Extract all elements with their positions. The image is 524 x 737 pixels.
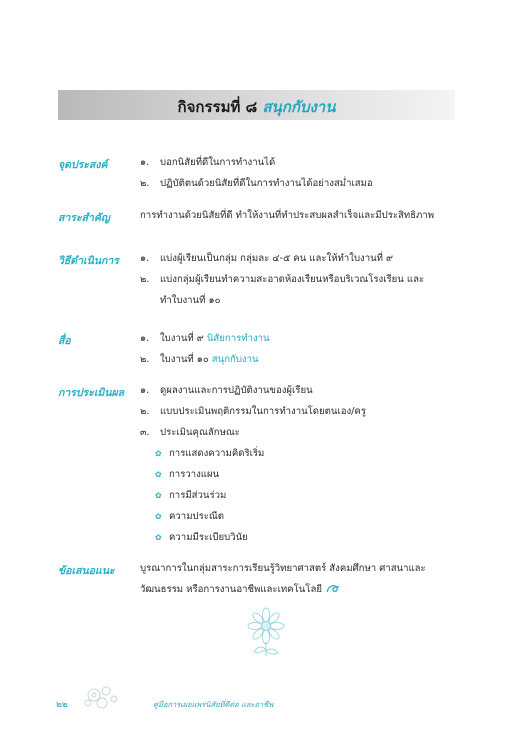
item-text: ใบงานที่ ๙: [160, 333, 204, 344]
flower-illustration: [243, 607, 289, 657]
objective-item: [140, 173, 468, 194]
item-number: ๑.: [140, 385, 150, 396]
media-item: [140, 349, 468, 370]
activity-title-prefix: กิจกรรมที่ ๘: [177, 98, 258, 116]
activity-title: [58, 95, 455, 119]
item-number: ๒.: [140, 354, 150, 365]
item-text: แบบประเมินพฤติกรรมในการทำงานโดยตนเอง/ครู: [160, 406, 366, 417]
objective-item: [140, 152, 468, 173]
bullet-text: การวางแผน: [169, 469, 220, 480]
procedure-item: [140, 248, 468, 269]
attribute-bullet: [140, 527, 468, 548]
suggestion-label: ข้อเสนอแนะ: [58, 565, 115, 577]
media-label: สื่อ: [58, 335, 71, 347]
item-text: ประเมินคุณลักษณะ: [160, 427, 240, 438]
evaluation-label: การประเมินผล: [58, 387, 125, 399]
item-text: ดูผลงานและการปฏิบัติงานของผู้เรียน: [160, 385, 313, 396]
suggestion-line: [140, 579, 468, 600]
essence-label: สาระสำคัญ: [58, 212, 110, 224]
bullet-text: การมีส่วนร่วม: [169, 490, 227, 501]
attribute-bullet: [140, 464, 468, 485]
item-text: แบ่งกลุ่มผู้เรียนทำความสะอาดห้องเรียนหรือบริเวณโรงเรียน และ: [160, 274, 425, 285]
swirl-icon: [325, 583, 341, 595]
item-number: ๒.: [140, 178, 150, 189]
suggestion-text: วัฒนธรรม หรือการงานอาชีพและเทคโนโลยี: [140, 584, 322, 595]
item-number: ๒.: [140, 406, 150, 417]
attribute-bullet: [140, 506, 468, 527]
procedure-label: วิธีดำเนินการ: [58, 255, 119, 267]
item-number: ๑.: [140, 253, 150, 264]
worksheet-title: นิสัยการทำงาน: [206, 333, 270, 344]
flower-bullet-icon: ✿: [155, 491, 162, 500]
item-text: แบ่งผู้เรียนเป็นกลุ่ม กลุ่มละ ๔-๕ คน และให้ทำใบงานที่ ๙: [160, 253, 394, 264]
evaluation-item: [140, 380, 468, 401]
flower-bullet-icon: ✿: [155, 470, 162, 479]
item-number: ๑.: [140, 157, 150, 168]
worksheet-title: สนุกกับงาน: [211, 354, 259, 365]
flower-bullet-icon: ✿: [155, 512, 162, 521]
bullet-text: ความประณีต: [169, 511, 225, 522]
evaluation-item: [140, 422, 468, 443]
media-item: [140, 328, 468, 349]
procedure-item: [140, 269, 468, 290]
title-banner: [58, 90, 455, 120]
item-number: ๑.: [140, 333, 150, 344]
procedure-continuation: ทำใบงานที่ ๑๐: [160, 295, 221, 306]
item-text: บอกนิสัยที่ดีในการทำงานได้: [160, 157, 276, 168]
item-text: ใบงานที่ ๑๐: [160, 354, 209, 365]
page-number: ๒๒: [56, 700, 68, 710]
evaluation-item: [140, 401, 468, 422]
footer-title: คู่มือการเผยแพร่นิสัยที่ดีต่อ และอาชีพ: [153, 700, 274, 709]
attribute-bullet: [140, 443, 468, 464]
activity-title-accent: สนุกกับงาน: [262, 98, 336, 116]
bullet-text: ความมีระเบียบวินัย: [169, 532, 248, 543]
objectives-label: จุดประสงค์: [58, 159, 108, 171]
bullet-text: การแสดงความคิดริเริ่ม: [169, 448, 265, 459]
item-text: ปฏิบัติตนด้วยนิสัยที่ดีในการทำงานได้อย่างสม่ำเสมอ: [160, 178, 373, 189]
item-number: ๒.: [140, 274, 150, 285]
essence-text: การทำงานด้วยนิสัยที่ดี ทำให้งานที่ทำประสบผลสำเร็จและมีประสิทธิภาพ: [140, 210, 435, 221]
attribute-bullet: [140, 485, 468, 506]
flower-bullet-icon: ✿: [155, 533, 162, 542]
suggestion-line: บูรณาการในกลุ่มสาระการเรียนรู้วิทยาศาสตร์ สังคมศึกษา ศาสนาและ: [140, 563, 426, 574]
footer-decoration-icon: [80, 681, 136, 711]
flower-bullet-icon: ✿: [155, 449, 162, 458]
item-number: ๓.: [140, 427, 150, 438]
